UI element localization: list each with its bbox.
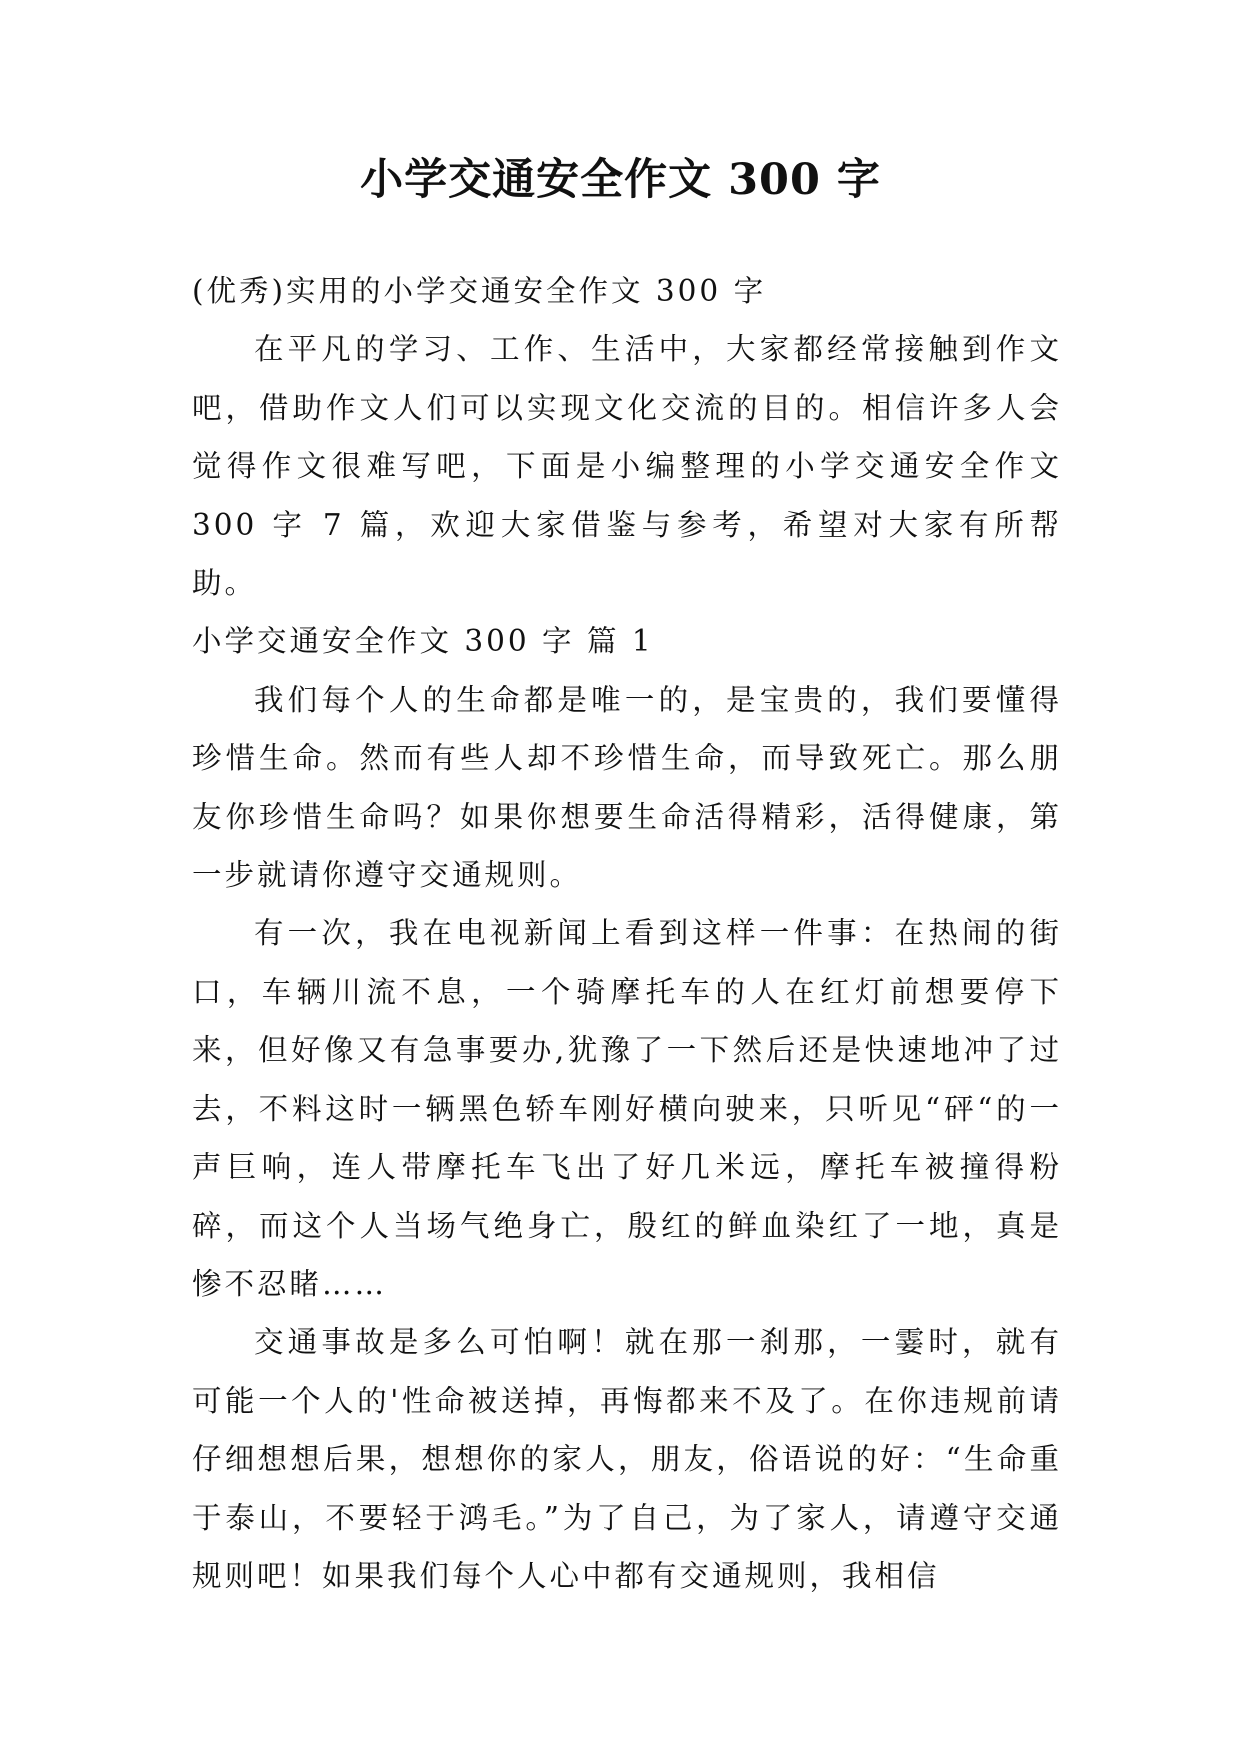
section-heading: 小学交通安全作文 300 字 篇 1: [192, 624, 654, 659]
document-body: [192, 262, 1062, 1605]
paragraph-subtitle: (优秀)实用的小学交通安全作文 300 字: [192, 274, 767, 308]
paragraph: 我们每个人的生命都是唯一的，是宝贵的，我们要懂得珍惜生命。然而有些人却不珍惜生命，而导致死亡。那么朋友你珍惜生命吗？如果你想要生命活得精彩，活得健康，第一步就请你遵守交通规则。: [192, 682, 1062, 893]
paragraph: 交通事故是多么可怕啊！就在那一刹那，一霎时，就有可能一个人的'性命被送掉，再悔都来不及了。在你违规前请仔细想想后果，想想你的家人，朋友，俗语说的好：“生命重于泰山，不要轻于鸿毛。”为了自己，为了家人，请遵守交通规则吧！如果我们每个人心中都有交通规则，我相信: [192, 1325, 1062, 1593]
document-title: 小学交通安全作文 300 字: [360, 155, 881, 205]
paragraph-intro: 在平凡的学习、工作、生活中，大家都经常接触到作文吧，借助作文人们可以实现文化交流的目的。相信许多人会觉得作文很难写吧，下面是小编整理的小学交通安全作文 300 字 7 篇，欢迎大家借鉴与参考，希望对大家有所帮助。: [192, 332, 1062, 601]
paragraph: 有一次，我在电视新闻上看到这样一件事：在热闹的街口，车辆川流不息，一个骑摩托车的人在红灯前想要停下来，但好像又有急事要办,犹豫了一下然后还是快速地冲了过去，不料这时一辆黑色轿车刚好横向驶来，只听见“砰“的一声巨响，连人带摩托车飞出了好几米远，摩托车被撞得粉碎，而这个人当场气绝身亡，殷红的鲜血染红了一地，真是惨不忍睹……: [192, 916, 1062, 1301]
